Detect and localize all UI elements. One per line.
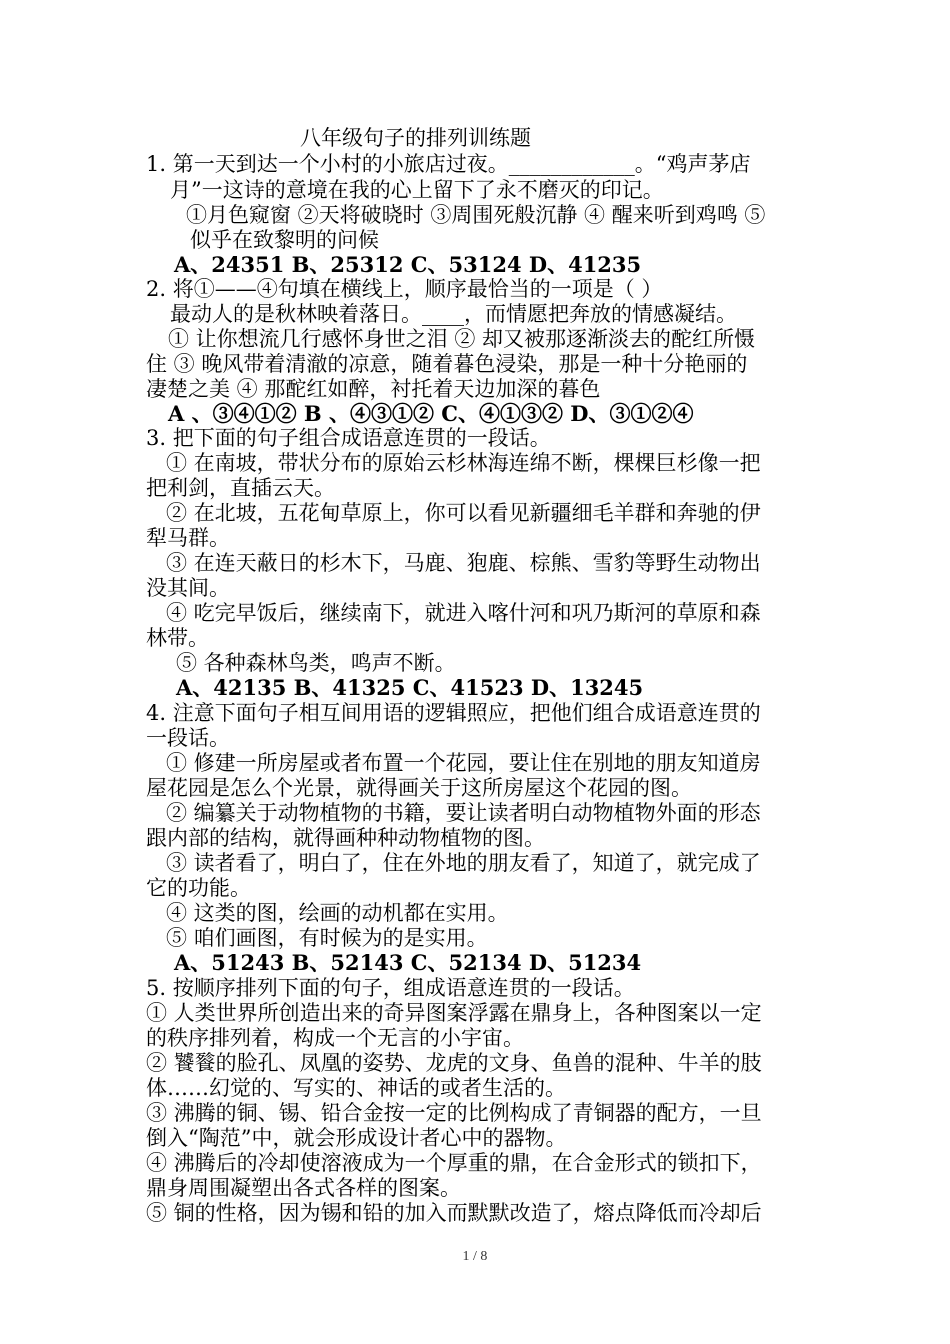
text-line: 倒入“陶范”中，就会形成设计者心中的器物。 <box>146 1126 567 1150</box>
text-line: ② 在北坡，五花甸草原上，你可以看见新疆细毛羊群和奔驰的伊 <box>166 501 761 525</box>
text-line: ①月色窥窗 ②天将破晓时 ③周围死般沉静 ④ 醒来听到鸡鸣 ⑤ <box>186 203 766 227</box>
text-line: ⑤ 各种森林鸟类，鸣声不断。 <box>176 651 456 675</box>
text-line: ③ 在连天蔽日的杉木下，马鹿、狍鹿、棕熊、雪豹等野生动物出 <box>166 551 761 575</box>
text-line: 犁马群。 <box>146 526 230 550</box>
text-line: ④ 这类的图，绘画的动机都在实用。 <box>166 901 509 925</box>
text-line: ③ 沸腾的铜、锡、铅合金按一定的比例构成了青铜器的配方，一旦 <box>146 1101 762 1125</box>
text-line: 2. 将①——④句填在横线上，顺序最恰当的一项是（ ） <box>146 277 663 301</box>
text-line: 屋花园是怎么个光景，就得画关于这所房屋这个花园的图。 <box>146 776 692 800</box>
page-number: 1 / 8 <box>462 1249 488 1264</box>
text-line: ① 修建一所房屋或者布置一个花园，要让住在别地的朋友知道房 <box>166 751 761 775</box>
text-line: ④ 吃完早饭后，继续南下，就进入喀什河和巩乃斯河的草原和森 <box>166 601 761 625</box>
text-line: ① 在南坡，带状分布的原始云杉林海连绵不断，棵棵巨杉像一把 <box>166 451 761 475</box>
text-line: 鼎身周围凝塑出各式各样的图案。 <box>146 1176 461 1200</box>
text-line: 5. 按顺序排列下面的句子，组成语意连贯的一段话。 <box>146 976 635 1000</box>
text-line: 凄楚之美 ④ 那酡红如醉，衬托着天边加深的暮色 <box>146 377 601 401</box>
text-line: 体……幻觉的、写实的、神话的或者生活的。 <box>146 1076 566 1100</box>
text-line: ② 饕餮的脸孔、凤凰的姿势、龙虎的文身、鱼兽的混种、牛羊的肢 <box>146 1051 762 1075</box>
text-line: 住 ③ 晚风带着清澈的凉意，随着暮色浸染，那是一种十分艳丽的 <box>146 352 748 376</box>
text-line: A、24351 B、25312 C、53124 D、41235 <box>174 252 642 277</box>
text-line: 3. 把下面的句子组合成语意连贯的一段话。 <box>146 426 551 450</box>
text-line: 一段话。 <box>146 726 230 750</box>
text-line: ⑤ 铜的性格，因为锡和铅的加入而默默改造了，熔点降低而冷却后 <box>146 1201 762 1225</box>
page-title: 八年级句子的排列训练题 <box>300 126 531 150</box>
text-line: 的秩序排列着，构成一个无言的小宇宙。 <box>146 1026 524 1050</box>
text-line: ② 编纂关于动物植物的书籍，要让读者明白动物植物外面的形态 <box>166 801 761 825</box>
text-line: A、42135 B、41325 C、41523 D、13245 <box>176 675 644 700</box>
text-line: 1. 第一天到达一个小村的小旅店过夜。____________。“鸡声茅店 <box>146 152 751 176</box>
text-line: ① 人类世界所创造出来的奇异图案浮露在鼎身上，各种图案以一定 <box>146 1001 762 1025</box>
text-line: 4. 注意下面句子相互间用语的逻辑照应，把他们组合成语意连贯的 <box>146 701 761 725</box>
text-line: ③ 读者看了，明白了，住在外地的朋友看了，知道了，就完成了 <box>166 851 761 875</box>
text-line: ④ 沸腾后的冷却使溶液成为一个厚重的鼎，在合金形式的锁扣下， <box>146 1151 762 1175</box>
text-line: 似乎在致黎明的问候 <box>190 228 379 252</box>
text-line: 把利剑，直插云天。 <box>146 476 335 500</box>
text-line: A 、③④①② B 、④③①② C、④①③② D、③①②④ <box>168 401 694 426</box>
text-line: 最动人的是秋林映着落日。____，而情愿把奔放的情感凝结。 <box>170 302 737 326</box>
text-line: 林带。 <box>146 626 209 650</box>
text-line: 没其间。 <box>146 576 230 600</box>
text-line: ① 让你想流几行感怀身世之泪 ② 却又被那逐渐淡去的酡红所慑 <box>168 327 756 351</box>
text-line: 跟内部的结构，就得画种种动物植物的图。 <box>146 826 545 850</box>
text-line: ⑤ 咱们画图，有时候为的是实用。 <box>166 926 488 950</box>
text-line: A、51243 B、52143 C、52134 D、51234 <box>174 950 642 975</box>
text-line: 它的功能。 <box>146 876 251 900</box>
text-line: 月”一这诗的意境在我的心上留下了永不磨灭的印记。 <box>170 178 664 202</box>
